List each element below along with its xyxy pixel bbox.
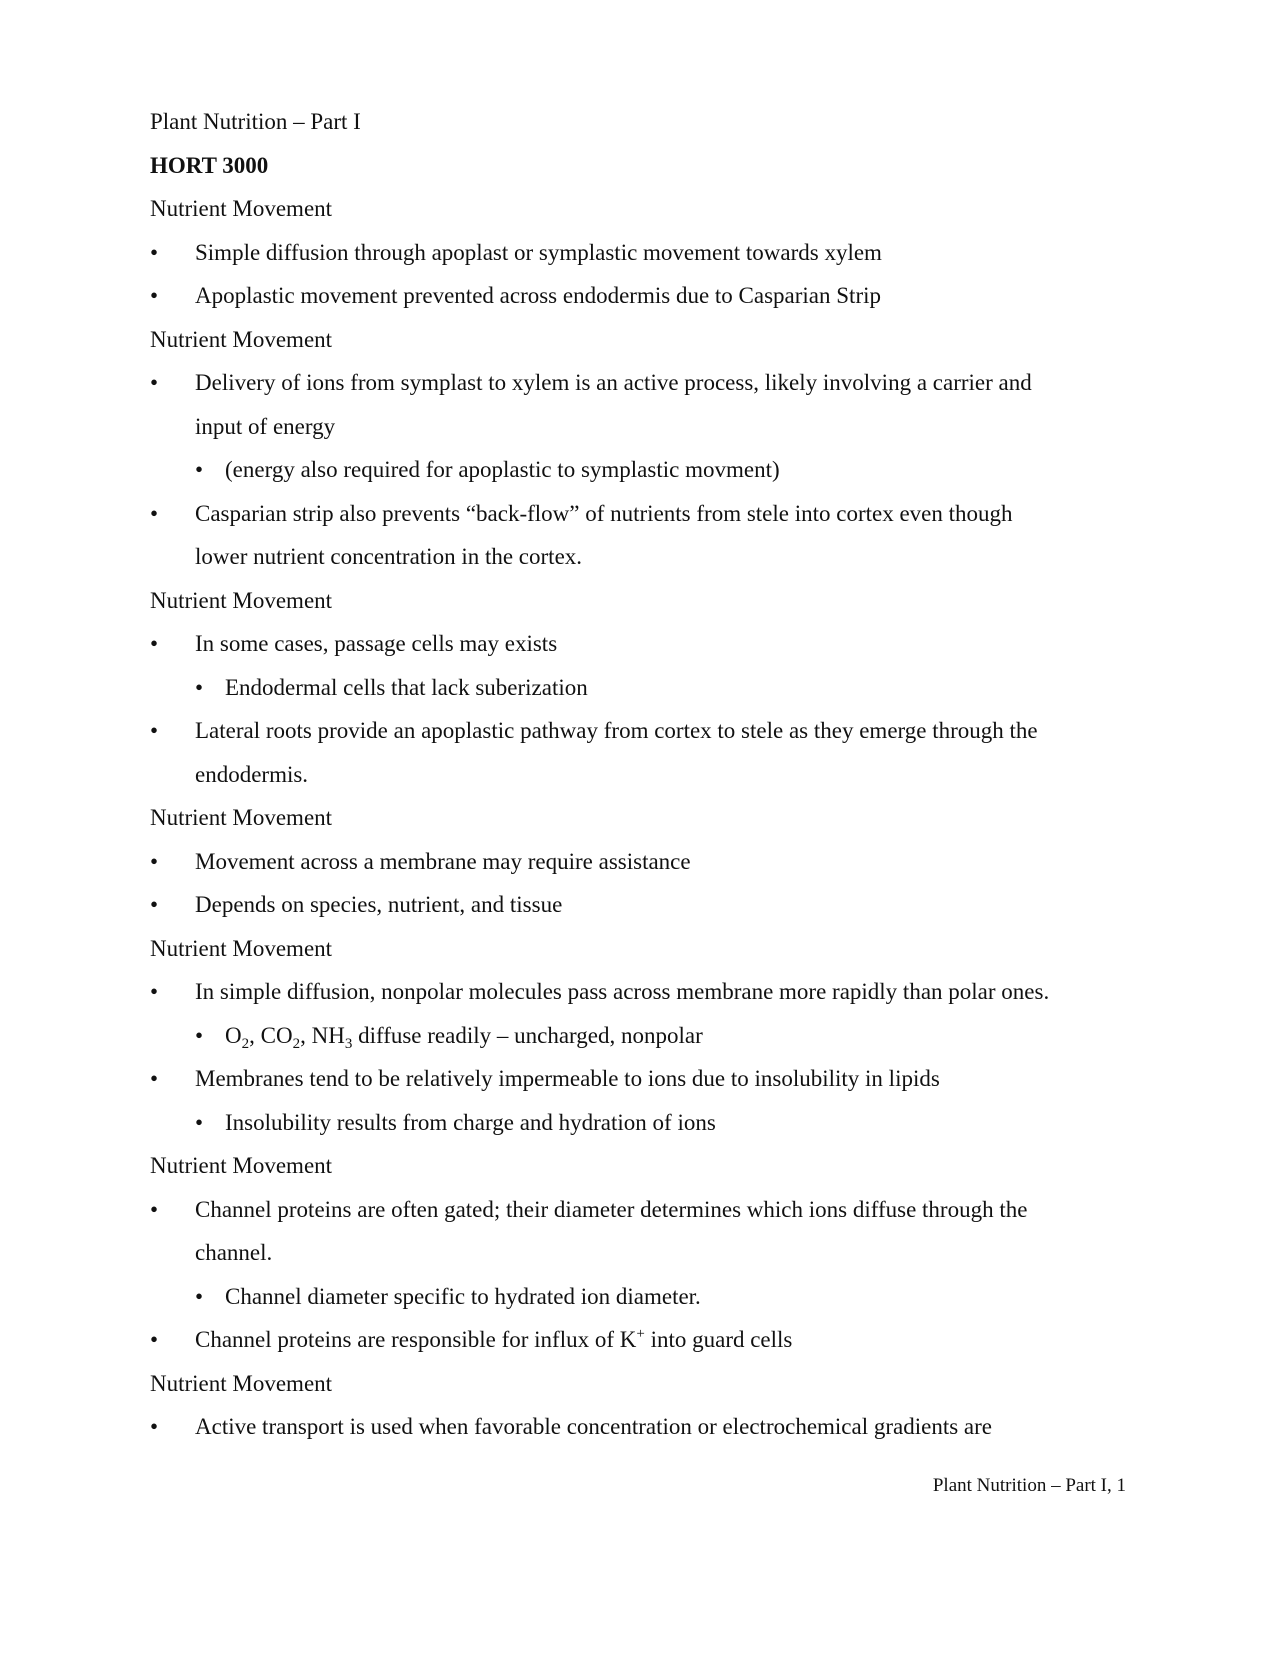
section-heading: Nutrient Movement bbox=[150, 326, 333, 352]
bullet-item: • Depends on species, nutrient, and tissue bbox=[150, 883, 1130, 927]
section-heading: Nutrient Movement bbox=[150, 935, 333, 961]
bullet-icon: • bbox=[150, 631, 159, 656]
bullet-item: • In some cases, passage cells may exists bbox=[150, 622, 1130, 666]
document-title: Plant Nutrition – Part I bbox=[150, 109, 361, 134]
bullet-item: • Channel proteins are often gated; their diameter determines which ions diffuse through the bbox=[150, 1188, 1130, 1232]
bullet-icon: • bbox=[195, 1283, 204, 1309]
sub-bullet-item: • $O_2$, $CO_2$, $NH_3$ diffuse readily – uncharged, nonpolar bbox=[150, 1014, 1130, 1058]
bullet-icon: • bbox=[150, 1066, 159, 1091]
bullet-icon: • bbox=[150, 1196, 159, 1222]
bullet-icon: • bbox=[195, 674, 204, 700]
section-heading: Nutrient Movement bbox=[150, 587, 333, 613]
bullet-icon: • bbox=[150, 848, 159, 874]
bullet-icon: • bbox=[150, 979, 159, 1004]
bullet-item: • Casparian strip also prevents “back-flow” of nutrients from stele into cortex even though bbox=[150, 492, 1130, 536]
section-heading: Nutrient Movement bbox=[150, 1153, 333, 1178]
bullet-icon: • bbox=[195, 1022, 204, 1048]
bullet-item: • Channel proteins are responsible for influx of K+ into guard cells bbox=[150, 1318, 1130, 1362]
section-heading: Nutrient Movement bbox=[150, 805, 333, 830]
bullet-item: • Active transport is used when favorable concentration or electrochemical gradients are bbox=[150, 1405, 1130, 1449]
document-body bbox=[150, 100, 1130, 1449]
bullet-icon: • bbox=[150, 500, 159, 526]
bullet-icon: • bbox=[150, 892, 159, 917]
bullet-icon: • bbox=[150, 283, 159, 308]
bullet-icon: • bbox=[195, 1109, 204, 1135]
bullet-item-continuation: lower nutrient concentration in the cortex. bbox=[195, 544, 583, 569]
bullet-item: • Simple diffusion through apoplast or symplastic movement towards xylem bbox=[150, 231, 1130, 275]
bullet-item: • Lateral roots provide an apoplastic pathway from cortex to stele as they emerge through the bbox=[150, 709, 1130, 753]
sub-bullet-item: • Endodermal cells that lack suberization bbox=[150, 666, 1130, 710]
section-heading: Nutrient Movement bbox=[150, 1370, 333, 1396]
bullet-item-continuation: input of energy bbox=[195, 413, 336, 439]
bullet-icon: • bbox=[150, 1327, 159, 1352]
bullet-item: • Delivery of ions from symplast to xylem is an active process, likely involving a carrier and bbox=[150, 361, 1130, 405]
bullet-item: • Membranes tend to be relatively impermeable to ions due to insolubility in lipids bbox=[150, 1057, 1130, 1101]
bullet-icon: • bbox=[150, 718, 159, 743]
bullet-item: • In simple diffusion, nonpolar molecules pass across membrane more rapidly than polar ones. bbox=[150, 970, 1130, 1014]
bullet-item: • Apoplastic movement prevented across endodermis due to Casparian Strip bbox=[150, 274, 1130, 318]
bullet-item-continuation: channel. bbox=[195, 1240, 273, 1265]
sub-bullet-item: • Channel diameter specific to hydrated ion diameter. bbox=[150, 1275, 1130, 1319]
bullet-item: • Movement across a membrane may require assistance bbox=[150, 840, 1130, 884]
page-footer: Plant Nutrition – Part I, 1 bbox=[932, 1475, 1126, 1496]
bullet-icon: • bbox=[150, 1414, 159, 1439]
bullet-item-continuation: endodermis. bbox=[195, 761, 309, 787]
sub-bullet-item: • (energy also required for apoplastic to symplastic movment) bbox=[150, 448, 1130, 492]
bullet-icon: • bbox=[150, 370, 159, 395]
sub-bullet-item: • Insolubility results from charge and hydration of ions bbox=[150, 1101, 1130, 1145]
section-heading: Nutrient Movement bbox=[150, 196, 333, 221]
course-code: HORT 3000 bbox=[150, 152, 269, 178]
bullet-icon: • bbox=[195, 457, 204, 482]
bullet-icon: • bbox=[150, 239, 159, 265]
